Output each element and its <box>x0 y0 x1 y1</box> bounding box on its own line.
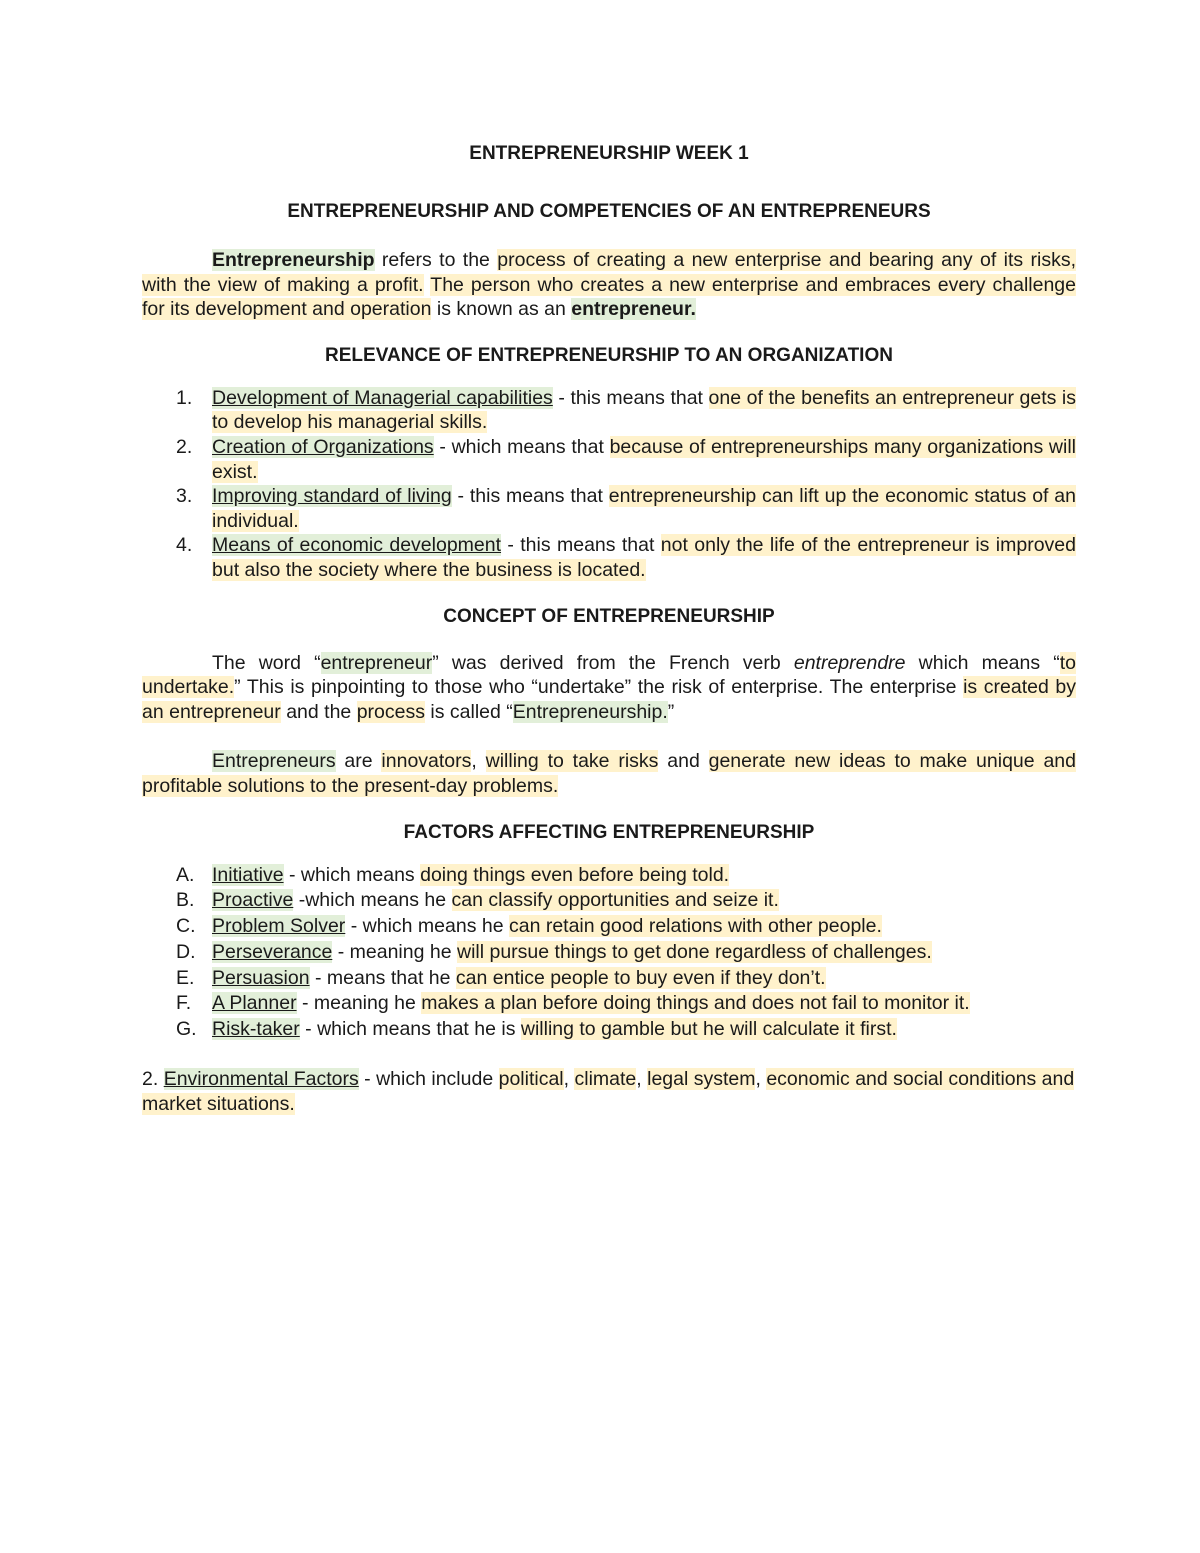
list-item <box>142 863 1076 889</box>
text: , <box>755 1068 767 1091</box>
list-number: 1. <box>176 386 193 409</box>
text: and <box>658 750 709 773</box>
list-item <box>142 1017 1076 1043</box>
document-title: ENTREPRENEURSHIP WEEK 1 <box>469 143 749 164</box>
list-highlight: doing things even before being told. <box>420 863 730 886</box>
list-term: Improving standard of living <box>212 485 452 508</box>
list-text: - which means he <box>345 915 509 938</box>
list-number: 3. <box>176 485 193 508</box>
document-subtitle: ENTREPRENEURSHIP AND COMPETENCIES OF AN ENTREPRENEURS <box>287 201 931 222</box>
concept-paragraph-2 <box>142 749 1076 798</box>
highlight: generate new ideas to make unique and profitable solutions to the present-day problems. <box>142 750 1076 797</box>
highlight: willing to take risks <box>485 750 659 773</box>
list-letter: D. <box>176 940 196 963</box>
intro-text: refers to the <box>374 249 498 271</box>
list-highlight: can retain good relations with other people. <box>508 915 882 938</box>
list-term: Problem Solver <box>212 915 346 938</box>
list-term: Development of Managerial capabilities <box>212 386 553 409</box>
list-term: Risk-taker <box>212 1018 300 1041</box>
text: , <box>471 750 486 773</box>
list-item <box>142 991 1076 1017</box>
list-item <box>142 484 1076 533</box>
concept-paragraph-1 <box>142 651 1076 725</box>
list-term: Means of economic development <box>212 534 502 557</box>
text: ” <box>667 700 675 723</box>
text: is called “ <box>424 700 513 723</box>
list-item <box>142 533 1076 582</box>
env-number: 2. <box>142 1068 164 1091</box>
french-verb: entreprendre <box>793 651 906 674</box>
text: , <box>636 1068 648 1091</box>
text: and the <box>280 700 357 723</box>
text: which means “ <box>905 651 1060 674</box>
environmental-factors-paragraph <box>142 1067 1076 1116</box>
list-number: 4. <box>176 534 193 557</box>
list-highlight: will pursue things to get done regardless of challenges. <box>456 940 932 963</box>
list-highlight: can classify opportunities and seize it. <box>451 889 779 912</box>
list-term: Creation of Organizations <box>212 435 434 458</box>
list-highlight: not only the life of the entrepreneur is improved but also the society where the business is located. <box>212 534 1076 581</box>
list-letter: E. <box>176 966 195 989</box>
list-highlight: because of entrepreneurships many organizations will exist. <box>212 435 1076 483</box>
list-text: - meaning he <box>332 940 457 963</box>
term-highlight: Entrepreneurship. <box>512 700 668 723</box>
list-item <box>142 914 1076 940</box>
highlight: innovators <box>381 750 472 773</box>
term-highlight: entrepreneur <box>320 651 433 674</box>
relevance-list <box>142 386 1076 583</box>
list-number: 2. <box>176 435 193 458</box>
env-term: Environmental Factors <box>163 1068 359 1091</box>
list-text: - meaning he <box>296 992 422 1015</box>
term-highlight: Entrepreneurs <box>212 750 336 773</box>
text: The word “ <box>212 651 321 674</box>
highlight: to undertake. <box>142 651 1076 699</box>
list-term: Persuasion <box>212 966 310 989</box>
list-highlight: willing to gamble but he will calculate it first. <box>520 1018 897 1041</box>
list-highlight: can entice people to buy even if they don’t. <box>455 966 826 989</box>
highlight: economic and social conditions and market situations. <box>142 1068 1075 1115</box>
text: ” This is pinpointing to those who “undertake” the risk of enterprise. The enterprise <box>234 676 964 699</box>
list-text: - this means that <box>552 386 709 409</box>
factors-heading: FACTORS AFFECTING ENTREPRENEURSHIP <box>403 821 815 843</box>
list-item <box>142 386 1076 435</box>
text: ” was derived from the French verb <box>432 651 794 674</box>
text: - which include <box>358 1068 499 1091</box>
list-item <box>142 940 1076 966</box>
list-highlight: makes a plan before doing things and does not fail to monitor it. <box>421 992 970 1015</box>
list-term: A Planner <box>212 992 297 1015</box>
highlight: legal system <box>647 1068 756 1091</box>
highlight: is created by an entrepreneur <box>142 676 1076 723</box>
list-text: - which means <box>283 863 421 886</box>
intro-highlight: process of creating a new enterprise and bearing any of its risks, with the view of making a profit. <box>142 249 1077 296</box>
intro-term: entrepreneur. <box>571 298 696 321</box>
concept-heading: CONCEPT OF ENTREPRENEURSHIP <box>443 605 775 627</box>
list-text: - means that he <box>309 966 456 989</box>
text: are <box>335 750 382 773</box>
highlight: political <box>498 1068 564 1091</box>
list-text: - this means that <box>451 485 609 508</box>
intro-highlight: The person who creates a new enterprise and embraces every challenge for its development and operation <box>142 273 1076 321</box>
list-item <box>142 435 1076 484</box>
factors-list <box>142 863 1076 1044</box>
list-text: - this means that <box>501 534 661 557</box>
intro-term: Entrepreneurship <box>212 249 375 271</box>
highlight: climate <box>574 1068 637 1091</box>
list-item <box>142 888 1076 914</box>
list-highlight: entrepreneurship can lift up the economic status of an individual. <box>212 485 1076 532</box>
list-highlight: one of the benefits an entrepreneur gets is to develop his managerial skills. <box>212 386 1077 434</box>
list-letter: B. <box>176 889 195 912</box>
relevance-heading: RELEVANCE OF ENTREPRENEURSHIP TO AN ORGANIZATION <box>325 344 893 366</box>
list-text: -which means he <box>293 889 452 912</box>
list-letter: G. <box>176 1018 197 1041</box>
list-letter: C. <box>176 915 196 938</box>
list-text: - which means that <box>433 435 610 458</box>
intro-paragraph <box>142 248 1076 322</box>
list-term: Initiative <box>212 863 284 886</box>
list-item <box>142 966 1076 992</box>
list-text: - which means that he is <box>299 1018 521 1041</box>
list-letter: F. <box>176 992 192 1015</box>
document-body <box>142 138 1076 1116</box>
text: , <box>563 1068 575 1091</box>
intro-text: is known as an <box>431 298 572 321</box>
list-term: Proactive <box>212 889 294 912</box>
list-letter: A. <box>176 863 195 886</box>
highlight: process <box>356 700 425 723</box>
list-term: Perseverance <box>212 940 333 963</box>
